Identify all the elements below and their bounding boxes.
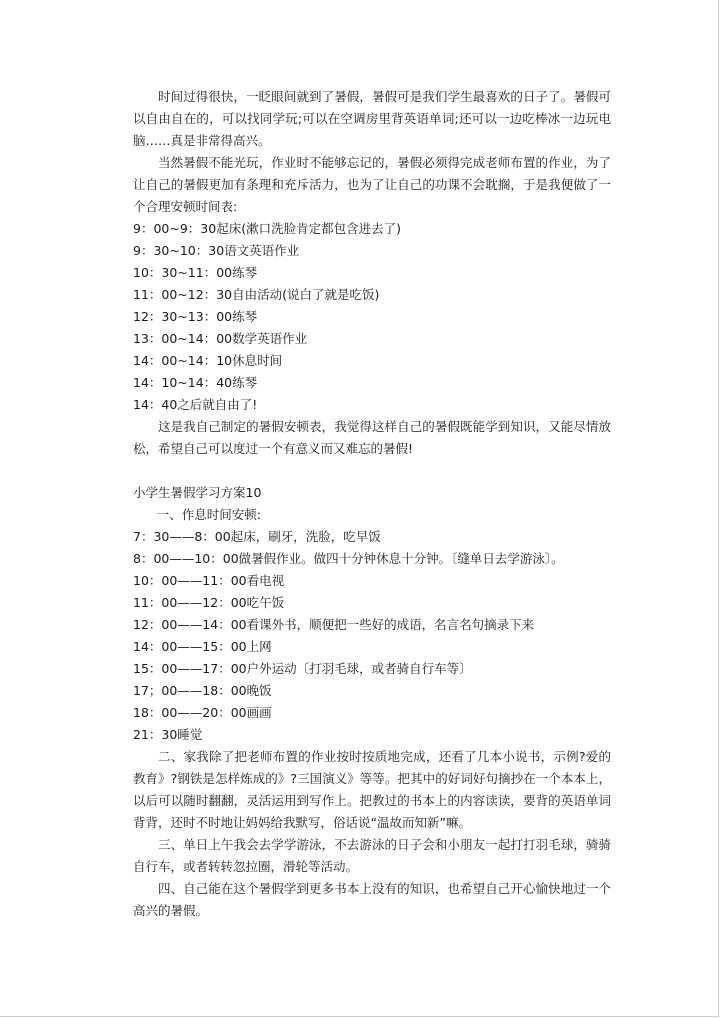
schedule-item: 12：30~13：00练琴 [133, 309, 258, 324]
schedule-item: 12：00——14：00看课外书，顺便把一些好的成语，名言名句摘录下来 [133, 617, 535, 632]
section-spacer [133, 460, 611, 482]
schedule-item: 9：30~10：30语文英语作业 [133, 243, 300, 258]
section2-paragraph: 二、家我除了把老师布置的作业按时按质地完成，还看了几本小说书，示例?爱的教育》?钢铁是怎样炼成的》?三国演义》等等。把其中的好词好句摘抄在一个本本上，以后可以随时翻翻，灵活运用到写作上。把教过的书本上的内容读读，要背的英语单词背背，还时不时地让妈妈给我默写，俗话说“温故而知新”嘛。 [133, 749, 611, 830]
schedule-item: 21：30睡觉 [133, 727, 203, 742]
section3-paragraph: 三、单日上午我会去学学游泳，不去游泳的日子会和小朋友一起打打羽毛球，骑骑自行车，或者转转忽拉圈，滑轮等活动。 [133, 837, 611, 874]
schedule-list-2 [133, 526, 611, 746]
plan-paragraph: 当然暑假不能光玩，作业时不能够忘记的，暑假必须得完成老师布置的作业，为了让自己的暑假更加有条理和充斥活力，也为了让自己的功课不会耽搁，于是我便做了一个合理安顿时间表: [133, 155, 611, 214]
document-body [133, 86, 611, 922]
schedule-item: 17；00——18：00晚饭 [133, 683, 272, 698]
schedule-item: 14：00——15：00上网 [133, 639, 272, 654]
intro-paragraph: 时间过得很快，一眨眼间就到了暑假，暑假可是我们学生最喜欢的日子了。暑假可以自由自在的，可以找同学玩;可以在空调房里背英语单词;还可以一边吃棒冰一边玩电脑……真是非常得高兴。 [133, 89, 611, 148]
section1-heading: 一、作息时间安顿: [156, 507, 261, 522]
schedule-item: 14：40之后就自由了! [133, 397, 258, 412]
schedule-item: 15：00——17：00户外运动〔打羽毛球，或者骑自行车等〕 [133, 661, 472, 676]
schedule-list-1 [133, 218, 611, 416]
schedule-item: 14：10~14：40练琴 [133, 375, 258, 390]
closing-paragraph: 这是我自己制定的暑假安顿表，我觉得这样自己的暑假既能学到知识，又能尽情放松，希望自己可以度过一个有意义而又难忘的暑假! [133, 419, 611, 456]
schedule-item: 8：00——10：00做暑假作业。做四十分钟休息十分钟。〔缝单日去学游泳〕。 [133, 551, 564, 566]
section4-paragraph: 四、自己能在这个暑假学到更多书本上没有的知识，也希望自己开心愉快地过一个高兴的暑假。 [133, 881, 611, 918]
plan-title: 小学生暑假学习方案10 [133, 485, 262, 500]
schedule-item: 10：30~11：00练琴 [133, 265, 258, 280]
schedule-item: 18：00——20：00画画 [133, 705, 272, 720]
schedule-item: 14：00~14：10休息时间 [133, 353, 283, 368]
schedule-item: 9：00~9：30起床(漱口洗脸肯定都包含进去了) [133, 221, 401, 236]
schedule-item: 7：30——8：00起床，刷牙，洗脸，吃早饭 [133, 529, 381, 544]
schedule-item: 10：00——11：00看电视 [133, 573, 285, 588]
schedule-item: 11：00~12：30自由活动(说白了就是吃饭) [133, 287, 380, 302]
schedule-item: 11：00——12：00吃午饭 [133, 595, 285, 610]
schedule-item: 13：00~14：00数学英语作业 [133, 331, 308, 346]
